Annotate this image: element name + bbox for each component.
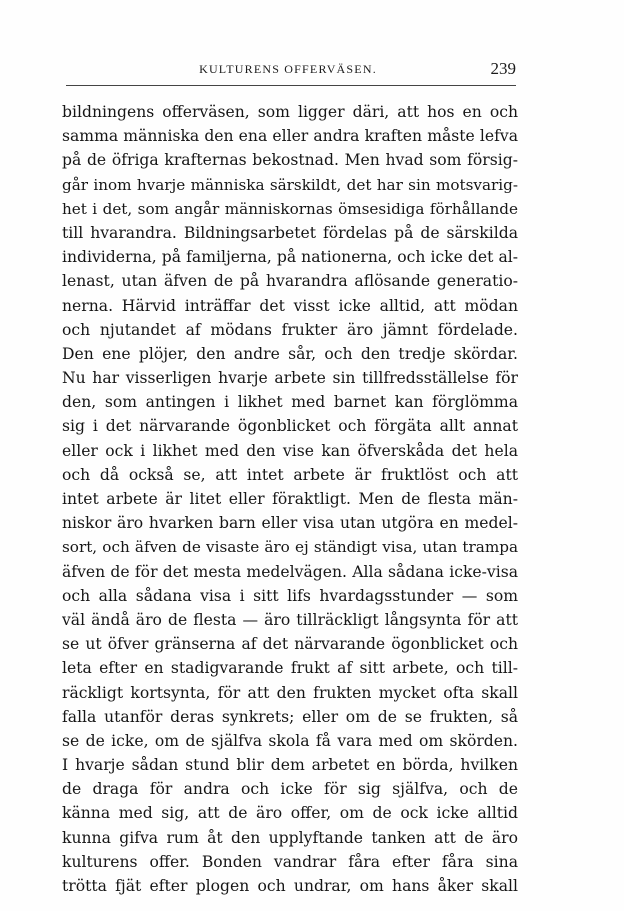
text-line: och då också se, att intet arbete är fruktlöst och att [62,465,518,484]
text-line: het i det, som angår människornas ömsesidiga förhållande [62,199,518,218]
text-line: den, som antingen i likhet med barnet kan förglömma [62,393,518,412]
text-line: sort, och äfven de visaste äro ej ständigt visa, utan trampa [62,538,518,557]
text-line: går inom hvarje människa särskildt, det har sin motsvarig- [62,175,518,194]
text-line: sig i det närvarande ögonblicket och förgäta allt annat [62,417,518,436]
body-text [62,100,518,898]
text-line: falla utanför deras synkrets; eller om de se frukten, så [62,707,518,726]
text-line: nerna. Härvid inträffar det visst icke alltid, att mödan [62,296,518,315]
text-line: de draga för andra och icke för sig själfva, och de [62,780,518,799]
text-line: kunna gifva rum åt den upplyftande tanken att de äro [62,828,518,847]
text-line: Den ene plöjer, den andre sår, och den tredje skördar. [62,344,518,363]
text-line: räckligt kortsynta, för att den frukten mycket ofta skall [62,683,518,702]
text-line: kulturens offer. Bonden vandrar fåra efter fåra sina [62,852,518,871]
text-line: trötta fjät efter plogen och undrar, om hans åker skall [62,877,518,895]
text-line: och njutandet af mödans frukter äro jämnt fördelade. [62,320,518,339]
text-line: eller ock i likhet med den vise kan öfverskåda det hela [62,441,518,460]
text-line: Nu har visserligen hvarje arbete sin tillfredsställelse för [62,369,518,388]
text-line: se ut öfver gränserna af det närvarande ögonblicket och [62,635,518,654]
text-line: på de öfriga krafternas bekostnad. Men hvad som försig- [62,151,518,170]
text-line: individerna, på familjerna, på nationerna, och icke det al- [62,248,518,267]
text-line: I hvarje sådan stund blir dem arbetet en börda, hvilken [62,756,518,775]
text-line: samma människa den ena eller andra kraften måste lefva [62,127,518,146]
text-line: bildningens offerväsen, som ligger däri, att hos en och [62,103,518,121]
text-line: niskor äro hvarken barn eller visa utan utgöra en medel- [62,514,518,533]
text-line: äfven de för det mesta medelvägen. Alla sådana icke-visa [62,562,518,581]
text-line: väl ändå äro de flesta — äro tillräckligt långsynta för att [62,610,518,629]
text-line: intet arbete är litet eller föraktligt. Men de flesta män- [62,490,518,508]
running-head [60,60,516,84]
text-line: lenast, utan äfven de på hvarandra aflösande generatio- [62,272,518,291]
running-title: KULTURENS OFFERVÄSEN. [199,62,377,76]
page-number: 239 [490,59,516,78]
text-line: till hvarandra. Bildningsarbetet fördelas på de särskilda [62,223,518,242]
text-line: se de icke, om de själfva skola få vara med om skörden. [62,731,518,750]
text-line: och alla sådana visa i sitt lifs hvardagsstunder — som [62,586,518,605]
text-line: känna med sig, att de äro offer, om de ock icke alltid [62,804,518,823]
header-rule [66,85,516,86]
text-line: leta efter en stadigvarande frukt af sitt arbete, och till- [62,659,518,678]
